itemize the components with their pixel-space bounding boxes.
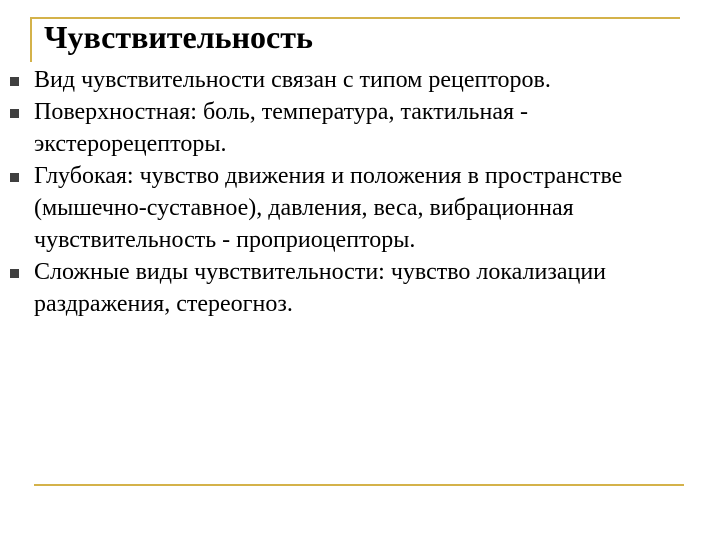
bullet-text: Поверхностная: боль, температура, тактильная - экстерорецепторы.: [34, 99, 529, 157]
bullet-item: [8, 96, 708, 160]
bullet-list: [8, 64, 708, 320]
footer-divider-line: [34, 484, 684, 486]
bullet-item: [8, 256, 708, 320]
bullet-text: Глубокая: чувство движения и положения в пространстве (мышечно-суставное), давления, веса, вибрационная чувствительность - проприоцепторы.: [34, 163, 623, 253]
bullet-text: Вид чувствительности связан с типом рецепторов.: [34, 67, 551, 93]
slide-title: Чувствительность: [44, 19, 313, 55]
square-bullet-icon: [10, 77, 19, 86]
square-bullet-icon: [10, 173, 19, 182]
bullet-item: [8, 160, 708, 256]
square-bullet-icon: [10, 269, 19, 278]
bullet-text: Сложные виды чувствительности: чувство локализации раздражения, стереогноз.: [34, 259, 607, 317]
bullet-item: [8, 64, 708, 96]
title-frame-left-line: [30, 17, 32, 62]
square-bullet-icon: [10, 109, 19, 118]
